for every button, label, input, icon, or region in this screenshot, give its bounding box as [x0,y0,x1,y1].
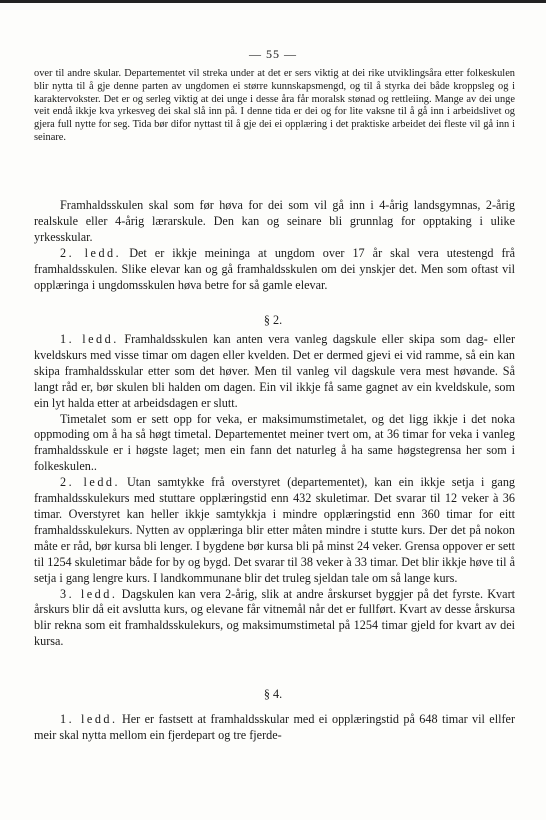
paragraph-landsgymnas: Framhaldsskulen skal som før høva for dei som vil gå inn i 4-årig landsgymnas, 2-årig realskule eller 4-årig lærarskule. Den kan og seinare bli grunnlag for opptaking i ulike yrkesskular. [34,198,515,244]
ledd-text: Dagskulen kan vera 2-årig, slik at andre årskurset byggjer på det fyrste. Kvart årskurs blir då eit avslutta kurs, og elevane får vitnemål når det er fullført. Kvart av desse årskursa blir rekna som eit framhaldsskulekurs, og maksimumstimetal på 1254 timar gjeld for kvart av dei kursa. [34,586,516,649]
ledd-text: Her er fastsett at framhaldsskular med ei opplæringstid på 648 timar vil ellfer meir skal nytta mellom ein fjerdepart og tre fjerde- [34,712,516,742]
paragraph-ledd-2 [34,246,515,294]
section-2-ledd-2 [34,475,515,586]
intro-paragraph: over til andre skular. Departementet vil streka under at det er sers viktig at dei rike utviklingsåra etter folkeskulen blir nytta til å gje denne parten av ungdomen ei større kunnskapsmengd, og til å styrka dei både kroppsleg og i karaktervokster. Det er og serleg viktig at dei unge i desse åra får moralsk stønad og rettleiing. Mange av dei unge veit endå ikkje kva yrkesveg dei skal slå inn på. I denne tida er dei og for lite vaksne til å gå inn i arbeidslivet og gjera full nytte for seg. Tida bør difor nyttast til å gje dei ei opplæring i det praktiske arbeidet dei fleste vil gå inn i seinare. [34,68,515,143]
section-heading-4: § 4. [263,687,283,701]
section-2-timetal: Timetalet som er sett opp for veka, er maksimumstimetalet, og det ligg ikkje i det noka oppmoding om å ha så høgt timetal. Departementet meiner tvert om, at 36 timar for veka i vanleg framhaldsskule er i høgste laget; men ein fann det naturleg å ha same høgstegrensa her som i folkeskulen.. [34,411,515,474]
ledd-label: 2. ledd. [60,475,121,490]
ledd-text: Det er ikkje meininga at ungdom over 17 år skal vera utestengd frå framhaldsskulen. Slike elevar kan og gå framhaldsskulen om dei ynskjer det. Men som oftast vil opplæringa i ungdomsskulen høva betre for så gamle elevar. [34,246,516,292]
section-heading-2: § 2. [263,313,283,327]
ledd-text: Framhaldsskulen kan anten vera vanleg dagskule eller skipa som dag- eller kveldskurs med visse timar om dagen eller kvelden. Det er dermed gjevi ei vid ramme, så ein kan skipa framhaldsskular etter som det høver. Men til vanleg vil dagskule vera mest høvande. Så langt råd er, bør skulen bli halden om dagen. Ein vil ikkje få same gagnet av ein kveldskule, som ein lyt halda etter at arbeidsdagen er slutt. [34,332,516,410]
section-2-body [34,332,515,650]
ledd-label: 1. ledd. [60,332,119,346]
section-2-ledd-3 [34,587,515,651]
section-4-ledd-1 [34,712,515,744]
page-number: — 55 — [249,47,297,61]
ledd-label: 3. ledd. [60,586,118,601]
ledd-label: 2. ledd. [60,246,122,260]
ledd-text: Utan samtykke frå overstyret (departementet), kan ein ikkje setja i gang framhaldsskulekurs med stuttare opplæringstid enn 432 skuletimar. Det svarar til 12 veker à 36 timar. Overstyret kan heller ikkje samtykkja i mindre opplæringstid enn 360 timar for eitt framhaldsskulekurs. Nytten av opplæringa blir etter måten mindre i stutte kurs. Der det på nokon måte er råd, bør kursa bli lenger. I bygdene bør kursa bli på minst 24 veker. Grensa oppover er sett til 1254 skuletimar både for by og bygd. Det svarar til 38 veker à 33 timar. Det blir ikkje høve til å setja i gang lengre kurs. I landkommunane blir det truleg sjeldan tale om så lange kurs. [34,475,516,585]
section-2-ledd-1 [34,332,515,412]
top-edge-rule [0,0,546,3]
ledd-label: 1. ledd. [60,712,118,726]
